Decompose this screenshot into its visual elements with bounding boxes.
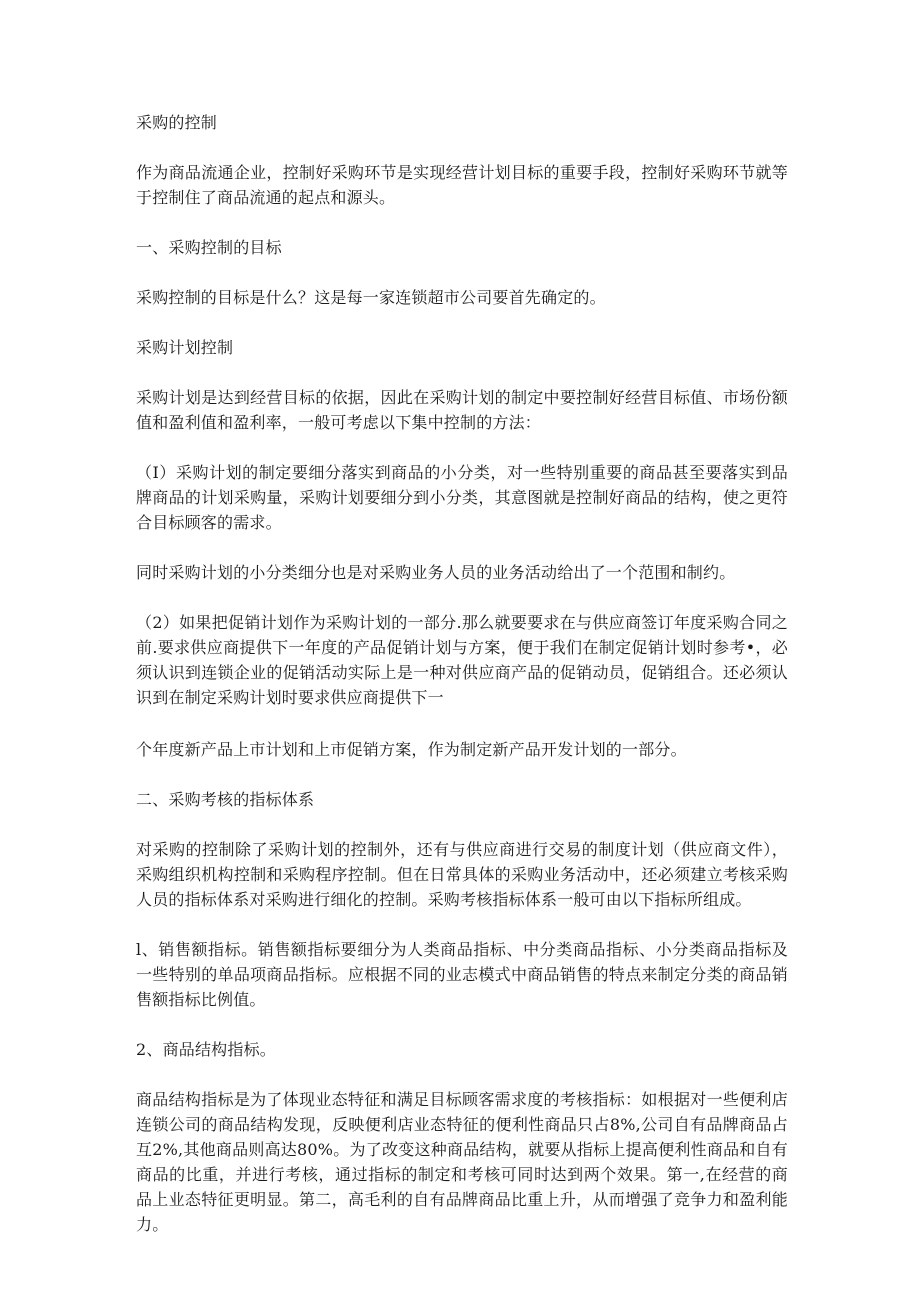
section-heading-goals: 一、采购控制的目标 [136, 238, 282, 257]
index-sales-paragraph: l、销售额指标。销售额指标要细分为人类商品指标、中分类商品指标、小分类商品指标及一些特别的单品项商品指标。应根据不同的业志模式中商品销售的特点来制定分类的商品销售额指标比例值。 [136, 940, 788, 1009]
plan-item-2-continued: 个年度新产品上市计划和上市促销方案，作为制定新产品开发计划的一部分。 [136, 740, 687, 759]
document-title: 采购的控制 [136, 113, 218, 132]
goals-paragraph: 采购控制的目标是什么？这是每一家连锁超市公司要首先确定的。 [136, 288, 606, 307]
subheading-plan-control: 采购计划控制 [136, 338, 234, 357]
index-system-paragraph: 对采购的控制除了采购计划的控制外，还有与供应商进行交易的制度计划（供应商文件），采购组织机构控制和采购程序控制。但在日常具体的采购业务活动中，还必须建立考核采购人员的指标体系对采购进行细化的控制。采购考核指标体系一般可由以下指标所组成。 [136, 840, 788, 909]
document-page [136, 110, 788, 1237]
plan-item-1-followup: 同时采购计划的小分类细分也是对采购业务人员的业务活动给出了一个范围和制约。 [136, 563, 736, 582]
index-structure-paragraph: 商品结构指标是为了体现业态特征和满足目标顾客需求度的考核指标：如根据对一些便利店连锁公司的商品结构发现，反映便利店业态特征的便利性商品只占8%,公司自有品牌商品占互2%,其他商品则高达80%。为了改变这种商品结构，就要从指标上提高便利性商品和自有商品的比重，并进行考核，通过指标的制定和考核可同时达到两个效果。第一,在经营的商品上业态特征更明显。第二，高毛利的自有品牌商品比重上升，从而增强了竞争力和盈利能力。 [136, 1090, 788, 1234]
intro-paragraph: 作为商品流通企业，控制好采购环节是实现经营计划目标的重要手段，控制好采购环节就等于控制住了商品流通的起点和源头。 [136, 163, 788, 207]
plan-item-1: （I）采购计划的制定要细分落实到商品的小分类，对一些特别重要的商品甚至要落实到品牌商品的计划采购量，采购计划要细分到小分类，其意图就是控制好商品的结构，使之更符合目标顾客的需求。 [136, 463, 788, 532]
plan-paragraph: 采购计划是达到经营目标的依据，因此在采购计划的制定中要控制好经营目标值、市场份额值和盈利值和盈利率，一般可考虑以下集中控制的方法： [136, 388, 788, 432]
section-heading-index-system: 二、采购考核的指标体系 [136, 790, 315, 809]
index-structure-heading: 2、商品结构指标。 [136, 1040, 276, 1059]
plan-item-2: （2）如果把促销计划作为采购计划的一部分.那么就要要求在与供应商签订年度采购合同之前.要求供应商提供下一年度的产品促销计划与方案，便于我们在制定促销计划时参考•，必须认识到连锁企业的促销活动实际上是一种对供应商产品的促销动员，促销组合。还必须认识到在制定采购计划时要求供应商提供下一 [136, 613, 788, 707]
